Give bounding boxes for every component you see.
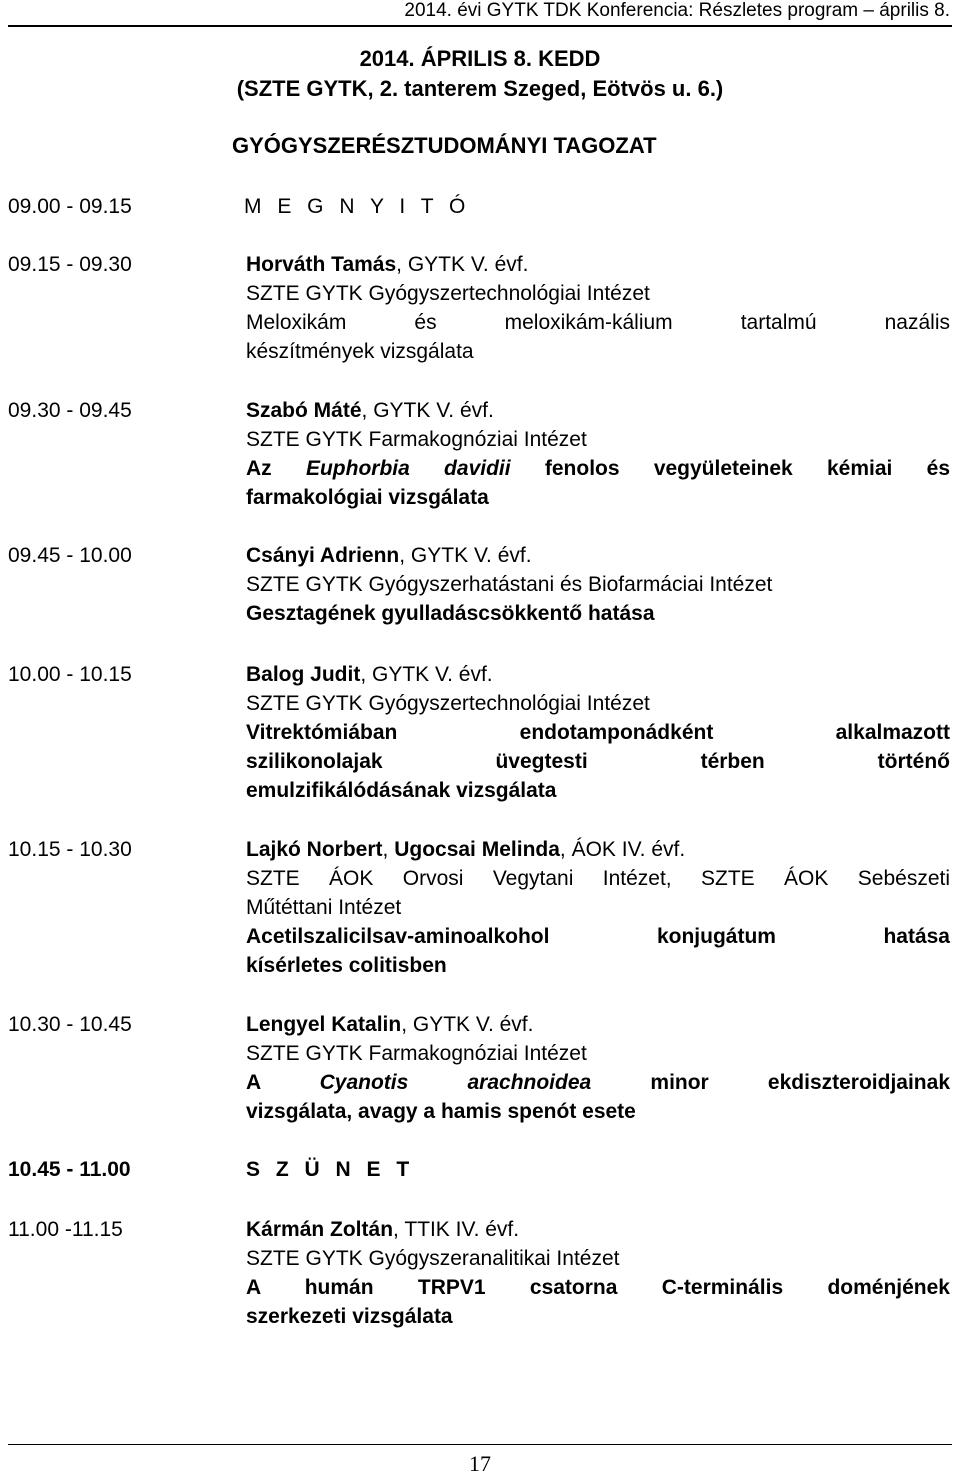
presentation-title: szerkezeti vizsgálata: [246, 1305, 453, 1328]
header-divider: [8, 25, 952, 27]
time-slot: 10.45 - 11.00: [8, 1158, 131, 1181]
venue-line: (SZTE GYTK, 2. tanterem Szeged, Eötvös u. 6.): [236, 76, 724, 101]
opening-event: M E G N Y I T Ó: [244, 195, 471, 218]
presentation-title: Meloxikám és meloxikám-kálium tartalmú nazális: [246, 311, 950, 334]
presenter-name: Csányi Adrienn: [246, 544, 400, 567]
presenter-name: Szabó Máté: [246, 399, 362, 422]
presenter-year: , GYTK V. évf.: [360, 663, 493, 686]
presenter-name: Balog Judit: [246, 663, 361, 686]
time-slot: 11.00 -11.15: [8, 1218, 123, 1241]
presenter-line: [246, 1215, 950, 1244]
presentation-details: [246, 1010, 950, 1126]
presentation-title: készítmények vizsgálata: [246, 340, 474, 363]
institute: SZTE GYTK Farmakognóziai Intézet: [246, 1042, 587, 1065]
time-slot: 10.00 - 10.15: [8, 663, 132, 686]
presentation-title: Gesztagének gyulladáscsökkentő hatása: [246, 602, 655, 625]
presenter-line: [246, 1010, 950, 1039]
presentation-title: emulzifikálódásának vizsgálata: [246, 779, 557, 802]
presentation-details: [246, 1215, 950, 1331]
presentation-title: A humán TRPV1 csatorna C-terminális doménjének: [246, 1276, 950, 1299]
presenter-year: , GYTK V. évf.: [361, 399, 494, 422]
presenter-name: Kármán Zoltán: [246, 1218, 394, 1241]
institute: SZTE ÁOK Orvosi Vegytani Intézet, SZTE ÁOK Sebészeti: [246, 867, 950, 890]
program-date-title: [0, 44, 960, 104]
time-slot: 09.15 - 09.30: [8, 253, 132, 276]
page-number: 17: [469, 1451, 491, 1476]
presentation-title: farmakológiai vizsgálata: [246, 486, 489, 509]
presentation-details: [246, 396, 950, 512]
institute: SZTE GYTK Gyógyszeranalitikai Intézet: [246, 1247, 620, 1270]
presentation-title: vizsgálata, avagy a hamis spenót esete: [246, 1100, 636, 1123]
time-slot: 09.45 - 10.00: [8, 544, 132, 567]
presentation-title: Acetilszalicilsav-aminoalkohol konjugátum hatása: [246, 925, 950, 948]
date-line: 2014. ÁPRILIS 8. KEDD: [359, 46, 601, 71]
presenter-name: Horváth Tamás: [246, 253, 397, 276]
presentation-title: A Cyanotis arachnoidea minor ekdiszteroidjainak: [246, 1071, 950, 1094]
presentation-details: [246, 835, 950, 980]
running-header: 2014. évi GYTK TDK Konferencia: Részletes program – április 8.: [404, 0, 950, 21]
presenter-name: Ugocsai Melinda: [394, 838, 560, 861]
presentation-details: [246, 660, 950, 805]
presentation-title: kísérletes colitisben: [246, 954, 447, 977]
time-slot: 10.30 - 10.45: [8, 1013, 132, 1036]
presenter-line: [246, 396, 950, 425]
presentation-details: [246, 541, 950, 628]
presenter-line: [246, 660, 950, 689]
presenter-year: , GYTK V. évf.: [396, 253, 529, 276]
presenter-year: , GYTK V. évf.: [399, 544, 532, 567]
time-slot: 09.00 - 09.15: [8, 195, 132, 218]
presentation-details: [246, 250, 950, 366]
presenter-year: , ÁOK IV. évf.: [559, 838, 686, 861]
presenter-line: Lajkó Norbert, Ugocsai Melinda, ÁOK IV. évf.: [246, 838, 686, 861]
institute: SZTE GYTK Farmakognóziai Intézet: [246, 428, 587, 451]
presenter-name: Lajkó Norbert: [246, 838, 383, 861]
presentation-title: Az Euphorbia davidii fenolos vegyületeinek kémiai és: [246, 457, 951, 480]
presentation-title: szilikonolajak üvegtesti térben történő: [246, 750, 950, 773]
institute: SZTE GYTK Gyógyszertechnológiai Intézet: [246, 692, 650, 715]
institute: SZTE GYTK Gyógyszerhatástani és Biofarmáciai Intézet: [246, 573, 773, 596]
footer-divider: [8, 1444, 952, 1445]
presenter-line: [246, 541, 950, 570]
presenter-name: Lengyel Katalin: [246, 1013, 402, 1036]
time-slot: 10.15 - 10.30: [8, 838, 132, 861]
presentation-title: Vitrektómiában endotamponádként alkalmazott: [246, 721, 950, 744]
time-slot: 09.30 - 09.45: [8, 399, 132, 422]
break-event: S Z Ü N E T: [246, 1158, 415, 1181]
institute: SZTE GYTK Gyógyszertechnológiai Intézet: [246, 282, 650, 305]
institute: Műtéttani Intézet: [246, 896, 402, 919]
presenter-year: , TTIK IV. évf.: [393, 1218, 520, 1241]
presenter-line: [246, 250, 950, 279]
section-title: GYÓGYSZERÉSZTUDOMÁNYI TAGOZAT: [232, 133, 657, 158]
presenter-year: , GYTK V. évf.: [401, 1013, 534, 1036]
